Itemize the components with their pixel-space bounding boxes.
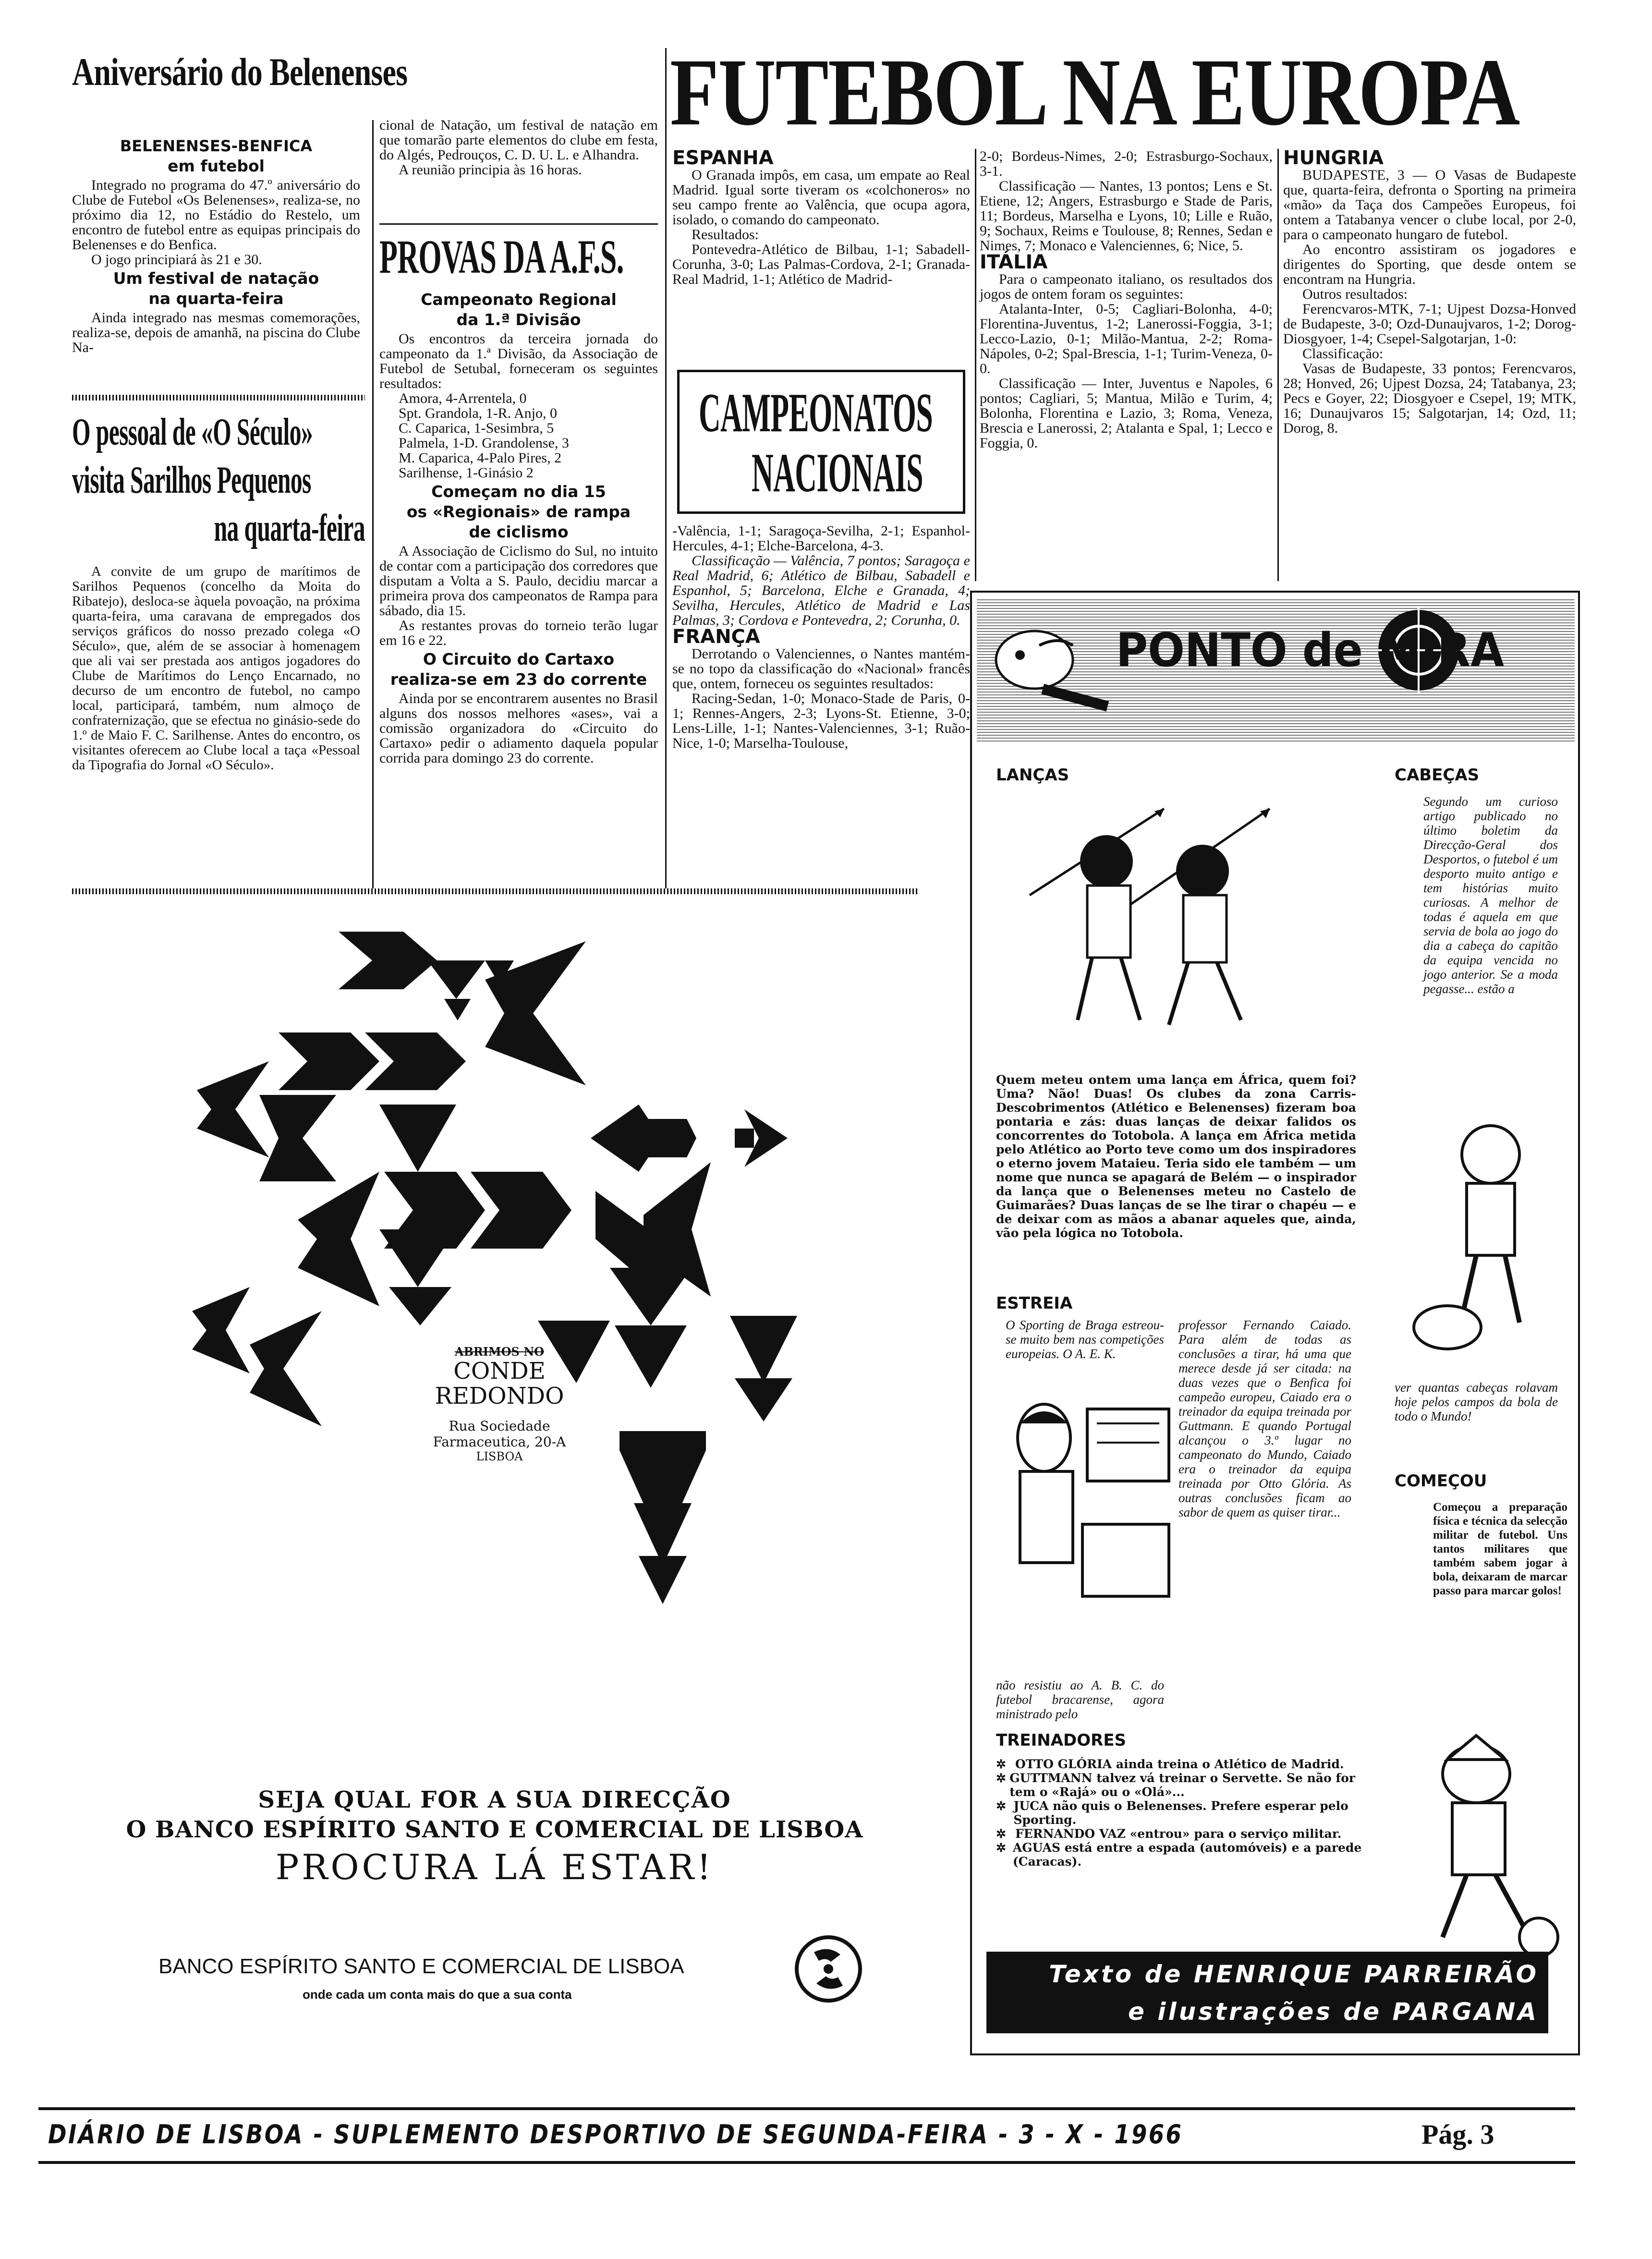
europa-headline: FUTEBOL NA EUROPA (670, 39, 1519, 146)
arrow-shape (192, 1287, 250, 1373)
column-1 (72, 134, 360, 355)
ponto-title: PONTO de MIRA (1116, 623, 1504, 677)
paragraph: Vasas de Budapeste, 33 pontos; Ferencvaros, 28; Honved, 26; Ujpest Dozsa, 24; Tatabanya, 23; Pecs e Goyer, 22; Diosgyoer e Csepel, 19; MTK, 16; Dunaujvaros 15; Salgotarjan, 14; Ozd, 11; Dorog, 8. (1283, 361, 1576, 436)
paragraph: O jogo principiará às 21 e 30. (91, 252, 262, 267)
headline-line: na quarta-feira (214, 507, 365, 549)
paragraph: A Associação de Ciclismo do Sul, no intuito de contar com a participação dos corredores que disputam a Volta a S. Paulo, decidiu marcar a primeira prova dos campeonatos de Rampa para sábado, dia 15. (379, 543, 658, 619)
section-title: ESTREIA (996, 1294, 1073, 1313)
star-icon: ✲ (996, 1799, 1006, 1813)
campeonatos-box (677, 370, 965, 514)
rule (72, 888, 917, 894)
paragraph: Ao encontro assistiram os jogadores e dirigentes do Sporting, que desde ontem se encontram na Hungria. (1283, 242, 1576, 287)
ad-redondo: REDONDO (435, 1383, 564, 1409)
paragraph: As restantes provas do torneio terão lugar em 16 e 22. (379, 618, 658, 648)
list-item (996, 1799, 1380, 1827)
rifleman-illustration (977, 617, 1111, 722)
cabecas-text: Segundo um curioso artigo publicado no último boletim da Direcção-Geral dos Desportos, o futebol é um desporto muito antigo e tem histórias muito curiosas. A melhor de todas é aquela em que servia de bola ao jogo do dia a cabeça do capitão da equipa vencida no jogo anterior. Se a moda pegasse... estão a (1423, 794, 1558, 996)
paragraph: Outros resultados: (1302, 286, 1408, 302)
head-kicker-illustration (1404, 1116, 1563, 1356)
ad-rua: Rua Sociedade (449, 1418, 550, 1434)
footer-rule (38, 2161, 1575, 2164)
bank-advertisement (72, 903, 917, 2027)
paragraph: Derrotando o Valenciennes, o Nantes mantém-se no topo da classificação do «Nacional» francês que, ontem, forneceu os seguintes resultados: (672, 646, 970, 692)
results-list (379, 391, 658, 480)
arrow-shape (471, 1172, 571, 1249)
ad-line3: PROCURA LÁ ESTAR! (275, 1847, 714, 1887)
seculo-headline (72, 408, 365, 552)
ponto-de-mira-box (970, 591, 1580, 2055)
arrow-shape (427, 960, 485, 999)
subhead: realiza-se em 23 do corrente (390, 670, 647, 689)
result-line: M. Caparica, 4-Palo Pires, 2 (399, 450, 562, 466)
cabecas-text-2: ver quantas cabeças rolavam hoje pelos campos da bola de todo o Mundo! (1395, 1380, 1558, 1423)
treinadores-list (996, 1757, 1380, 1869)
ponto-credits (986, 1952, 1548, 2033)
arrow-shape (389, 1287, 451, 1325)
ad-bank-name: BANCO ESPÍRITO SANTO E COMERCIAL DE LISBOA (158, 1955, 684, 1978)
europa-col-a-cont (672, 523, 970, 751)
soldier-kicker-illustration (1395, 1726, 1567, 1966)
paragraph: A convite de um grupo de marítimos de Sarilhos Pequenos (concelho da Moita do Ribatejo), desloca-se àquela povoação, na próxima quarta-feira, uma caravana de empregados dos serviços gráficos do nosso prezado colega «O Século», que, além de se associar à homenagem que ali vai ser prestada aos antigos jogadores do Clube de Marítimos do Lenço Encarnado, no decurso de um encontro de futebol, no campo local, participará, também, num almoço de confraternização, que se efectua no ginásio-sede do 1.º de Maio F. C. Sarilhense. Antes do encontro, os visitantes oferecem ao Clube local a taça «Pessoal da Tipografia do Jornal «O Século». (72, 564, 360, 773)
bank-logo-icon (792, 1933, 864, 2005)
arrow-shape (735, 1378, 792, 1421)
arrow-shape (259, 1095, 336, 1181)
section-title: ESPANHA (672, 147, 774, 169)
list-item (996, 1771, 1380, 1799)
list-item-text: FERNANDO VAZ «entrou» para o serviço militar. (1015, 1827, 1342, 1841)
teacher-illustration (991, 1380, 1174, 1611)
arrow-shape (197, 1061, 269, 1157)
headline-line: visita Sarilhos Pequenos (72, 459, 311, 501)
arrow-shape (735, 1129, 754, 1148)
column-1-story (72, 564, 360, 773)
paragraph: Classificação — Inter, Juventus e Napoles, 6 pontos; Cagliari, 5; Mantua, Milão e Turim, 4; Bolonha, Florentina e Lazio, 3; Roma, Veneza, Brescia e Lanerossi, 2; Atalanta e Spal, 1; Lecco e Foggia, 0. (980, 376, 1273, 451)
arrow-shape (444, 999, 471, 1020)
paragraph: Classificação: (1302, 346, 1384, 362)
rule (72, 395, 365, 401)
column-2 (379, 118, 658, 177)
ad-slogan-block (72, 1786, 917, 1887)
paragraph: Classificação — Nantes, 13 pontos; Lens e St. Etiene, 12; Angers, Estrasburgo e Stade de Paris, 11; Bordeus, Marselha e Lyons, 10; Lille e Ruão, 9; Sochaux, Reims e Toulouse, 8; Rennes, Sedan e Nimes, 7; Monaco e Valenciennes, 6; Nice, 5. (980, 178, 1273, 254)
headline-line: O pessoal de «O Século» (72, 411, 313, 453)
list-item (996, 1757, 1380, 1771)
paragraph: Resultados: (692, 227, 759, 243)
paragraph: Os encontros da terceira jornada do campeonato da 1.ª Divisão, da Associação de Futebol de Setubal, forneceram os seguintes resultados: (379, 331, 658, 391)
paragraph: Integrado no programa do 47.º aniversário do Clube de Futebol «Os Belenenses», realiza-se, no próximo dia 12, no Estádio do Restelo, um encontro de futebol entre as equipas principais do Belenenses e do Benfica. (72, 177, 360, 253)
paragraph: Ferencvaros-MTK, 7-1; Ujpest Dozsa-Honved de Budapeste, 3-0; Ozd-Dunaujvaros, 1-2; Dorog-Diosgyoer, 1-4; Csepel-Salgotarjan, 1-0: (1283, 301, 1576, 347)
section-title: HUNGRIA (1283, 147, 1384, 169)
ad-rua: LISBOA (476, 1450, 523, 1463)
ad-line2: O BANCO ESPÍRITO SANTO E COMERCIAL DE LISBOA (126, 1816, 863, 1843)
arrow-shape (298, 1172, 379, 1306)
arrow-pattern (72, 903, 917, 1719)
result-line: Palmela, 1-D. Grandolense, 3 (399, 435, 569, 451)
list-item (996, 1827, 1380, 1841)
subhead: de ciclismo (469, 522, 569, 541)
footer-text: DIÁRIO DE LISBOA - SUPLEMENTO DESPORTIVO DE SEGUNDA-FEIRA - 3 - X - 1966 (48, 2119, 1183, 2150)
arrow-shape (339, 932, 437, 989)
subhead: Um festival de natação (113, 269, 319, 288)
ad-conde: CONDE (453, 1358, 546, 1385)
section-title: COMEÇOU (1395, 1471, 1487, 1491)
arrow-shape (730, 1316, 797, 1383)
star-icon: ✲ (996, 1771, 1006, 1785)
campeonatos-line: NACIONAIS (752, 442, 923, 503)
column-rule (975, 149, 976, 581)
arrow-shape (365, 1032, 466, 1090)
section-title: LANÇAS (996, 765, 1069, 785)
paragraph: Para o campeonato italiano, os resultados dos jogos de ontem foram os seguintes: (980, 271, 1273, 302)
afs-headline: PROVAS DA A.F.S. (379, 230, 624, 283)
comecou-text: Começou a preparação física e técnica da selecção militar de futebol. Uns tantos militares que também sabem jogar à bola, deixaram de marcar passo para marcar golos! (1433, 1501, 1567, 1597)
ad-rua: Farmaceutica, 20-A (433, 1434, 566, 1450)
result-line: Amora, 4-Arrentela, 0 (399, 390, 527, 406)
section-title: ITÁLIA (980, 251, 1048, 273)
arrow-shape (379, 1105, 456, 1172)
europa-col-b (980, 149, 1273, 450)
column-rule (1277, 149, 1279, 581)
europa-col-a (672, 149, 970, 287)
paragraph: O Granada impôs, em casa, um empate ao Real Madrid. Igual sorte tiveram os «colchoneros» no seu campo frente ao Valência, que ocupa agora, isolado, o comando do campeonato. (672, 167, 970, 228)
paragraph: -Valência, 1-1; Saragoça-Sevilha, 2-1; Espanhol-Hercules, 4-1; Elche-Barcelona, 4-3. (672, 523, 970, 554)
subhead: Campeonato Regional (421, 290, 617, 309)
paragraph: A reunião principia às 16 horas. (399, 162, 582, 178)
lancas-text: Quem meteu ontem uma lança em África, quem foi? Uma? Não! Duas! Os clubes da zona Carris-Descobrimentos (Atlético e Belenenses) fizeram boa pontaria e zás: duas lanças de deixar falidos os concorrentes do Totobola. A lança em África metida pelo Atlético ao Porto teve como um dos inspiradores o eterno jovem Mataieu. Teria sido ele também — um nome que nunca se apagará de Belém — o inspirador da lança que o Belenenses meteu no Castelo de Guimarães? Duas lanças de se lhe tirar o chapéu — e de deixar com as mãos a abanar aqueles que, ainda, vão pela lógica no Totobola. (996, 1073, 1356, 1240)
campeonatos-line: CAMPEONATOS (699, 382, 933, 443)
ad-bank-slogan: onde cada um conta mais do que a sua conta (303, 1987, 572, 2002)
paragraph: Ainda por se encontrarem ausentes no Brasil alguns dos nossos melhores «ases», vai a comissão organizadora do «Circuito do Cartaxo» pedir o adiamento daquela popular corrida para domingo 23 do corrente. (379, 691, 658, 766)
paragraph: Atalanta-Inter, 0-5; Cagliari-Bolonha, 4-0; Florentina-Juventus, 1-2; Lanerossi-Foggia, 3-1; Lecco-Lazio, 0-1; Milão-Mantua, 2-2; Roma-Nápoles, 0-2; Spal-Brescia, 1-1; Turim-Veneza, 0-0. (980, 301, 1273, 376)
paragraph: BUDAPESTE, 3 — O Vasas de Budapeste que, quarta-feira, defronta o Sporting na primeira «mão» da Taça dos Campeões Europeus, foi ontem a Tatabanya vencer o clube local, por 2-0, para o campeonato hungaro de futebol. (1283, 167, 1576, 243)
paragraph: 2-0; Bordeus-Nimes, 2-0; Estrasburgo-Sochaux, 3-1. (980, 148, 1273, 179)
page-number: Pág. 3 (1421, 2119, 1494, 2150)
list-item-text: GUTTMANN talvez vá treinar o Servette. Se não for tem o «Rajá» ou o «Olá»... (1009, 1771, 1355, 1799)
subhead: em futebol (168, 157, 265, 175)
ad-line1: SEJA QUAL FOR A SUA DIRECÇÃO (258, 1786, 731, 1813)
list-item-text: AGUAS está entre a espada (automóveis) e a parede (Caracas). (1012, 1841, 1362, 1869)
paragraph: Pontevedra-Atlético de Bilbau, 1-1; Sabadell-Corunha, 3-0; Las Palmas-Cordova, 2-1; Granada-Real Madrid, 1-1; Atlético de Madrid- (672, 242, 970, 287)
subhead: O Circuito do Cartaxo (423, 650, 615, 668)
paragraph: Racing-Sedan, 1-0; Monaco-Stade de Paris, 0-1; Rennes-Angers, 2-3; Lyons-St. Etienne, 3-0; Lens-Lille, 1-1; Nantes-Valenciennes, 3-1; Ruão-Nice, 1-0; Marselha-Toulouse, (672, 691, 970, 751)
list-item-text: JUCA não quis o Belenenses. Prefere esperar pelo Sporting. (1013, 1799, 1348, 1827)
credit-line: Texto de HENRIQUE PARREIRÃO (1049, 1960, 1539, 1988)
column-rule (665, 48, 667, 888)
section-title: FRANÇA (672, 626, 760, 648)
result-line: Spt. Grandola, 1-R. Anjo, 0 (399, 405, 557, 421)
credit-line: e ilustrações de PARGANA (1128, 1998, 1539, 2026)
arrow-shape (639, 1556, 687, 1604)
subhead: da 1.ª Divisão (456, 310, 581, 329)
arrow-shape (610, 1268, 692, 1325)
estreia-text-c: professor Fernando Caiado. Para além de todas as conclusões a tirar, há uma que merece desde já ser citada: na duas vezes que o Benfica foi campeão europeu, Caiado era o treinador da equipa treinada por Guttmann. E quando Portugal alcançou o 3.º lugar no campeonato do Mundo, Caiado era o treinador da equipa treinada por Otto Glória. As outras conclusões ficam ao sabor de quem as quiser tirar... (1178, 1318, 1351, 1519)
rule (379, 223, 658, 225)
column-rule (372, 120, 374, 888)
arrow-shape (279, 1032, 379, 1090)
star-icon: ✲ (996, 1827, 1006, 1841)
arrow-shape (250, 1311, 322, 1426)
list-item-text: OTTO GLÓRIA ainda treina o Atlético de Madrid. (1015, 1757, 1344, 1771)
paragraph: Ainda integrado nas mesmas comemorações, realiza-se, depois de amanhã, na piscina do Clube Na- (72, 310, 360, 355)
europa-col-c (1283, 149, 1576, 436)
ponto-header (977, 597, 1575, 741)
star-icon: ✲ (996, 1757, 1006, 1771)
arrow-shape (615, 1325, 687, 1388)
subhead: BELENENSES-BENFICA (120, 137, 313, 155)
subhead: os «Regionais» de rampa (406, 502, 631, 521)
estreia-text-a: O Sporting de Braga estreou-se muito bem nas competições europeias. O A. E. K. (1006, 1318, 1164, 1361)
subhead: Começam no dia 15 (431, 482, 606, 501)
footer-rule (38, 2107, 1575, 2110)
section-title: CABEÇAS (1395, 765, 1480, 785)
belenenses-headline: Aniversário do Belenenses (72, 50, 408, 94)
estreia-text-b: não resistiu ao A. B. C. do futebol bracarense, agora ministrado pelo (996, 1678, 1164, 1721)
arrow-shape (384, 1172, 485, 1249)
paragraph: cional de Natação, um festival de natação em que tomarão parte elementos do clube em festa, do Algés, Pedrouços, C. D. U. L. e Alhandra. (379, 117, 658, 163)
column-2-body (379, 288, 658, 765)
result-line: C. Caparica, 1-Sesimbra, 5 (399, 420, 554, 436)
subhead: na quarta-feira (148, 289, 284, 308)
paragraph: Classificação — Valência, 7 pontos; Saragoça e Real Madrid, 6; Atlético de Bilbau, Sabadell e Espanhol, 5; Barcelona, Elche e Granada, 4; Sevilha, Hercules, Atlético de Madrid e Las Palmas, 3; Cordova e Pontevedra, 2; Corunha, 0. (672, 553, 970, 628)
result-line: Sarilhense, 1-Ginásio 2 (399, 465, 534, 481)
spear-runners-illustration (1010, 789, 1299, 1058)
arrow-shape (591, 1105, 696, 1172)
star-icon: ✲ (996, 1841, 1006, 1855)
ad-address-block (399, 1345, 600, 1463)
ad-abrimos: ABRIMOS NO (454, 1345, 545, 1359)
section-title: TREINADORES (996, 1731, 1127, 1750)
list-item (996, 1841, 1380, 1869)
